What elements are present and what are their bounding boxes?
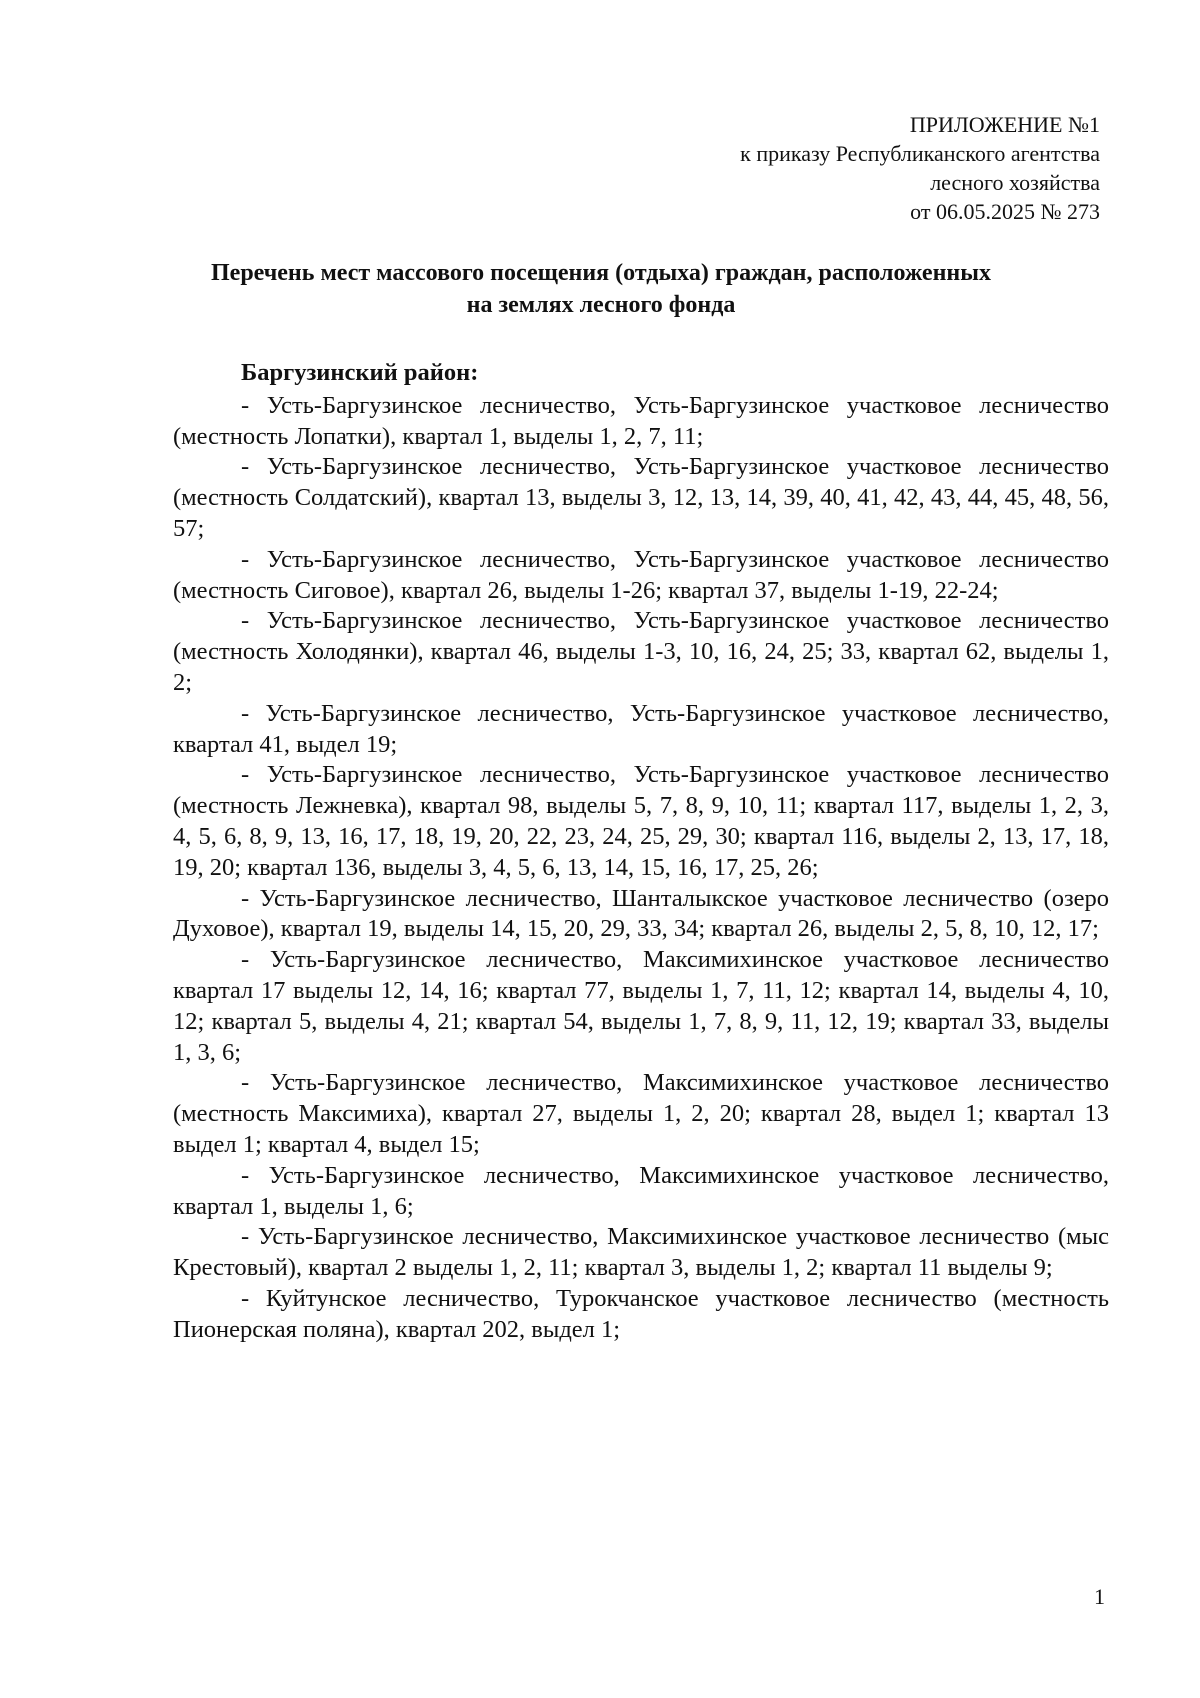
list-item: - Усть-Баргузинское лесничество, Усть-Баргузинское участковое лесничество, квартал 41, выдел 19;	[173, 699, 1109, 758]
appendix-agency: лесного хозяйства	[930, 170, 1100, 195]
document-title-line-2: на землях лесного фонда	[466, 292, 736, 318]
list-item: - Куйтунское лесничество, Турокчанское участковое лесничество (местность Пионерская поляна), квартал 202, выдел 1;	[173, 1284, 1109, 1343]
document-title	[120, 257, 1082, 321]
appendix-label: ПРИЛОЖЕНИЕ №1	[909, 112, 1100, 137]
list-item: - Усть-Баргузинское лесничество, Усть-Баргузинское участковое лесничество (местность Холодянки), квартал 46, выделы 1-3, 10, 16, 24, 25; 33, квартал 62, выделы 1, 2;	[173, 607, 1109, 696]
list-item: - Усть-Баргузинское лесничество, Усть-Баргузинское участковое лесничество (местность Лежневка), квартал 98, выделы 5, 7, 8, 9, 10, 11; квартал 117, выделы 1, 2, 3, 4, 5, 6, 8, 9, 13, 16, 17, 18, 19, 20, 22, 23, 24, 25, 29, 30; квартал 116, выделы 2, 13, 17, 18, 19, 20; квартал 136, выделы 3, 4, 5, 6, 13, 14, 15, 16, 17, 25, 26;	[173, 761, 1109, 881]
list-item: - Усть-Баргузинское лесничество, Максимихинское участковое лесничество, квартал 1, выделы 1, 6;	[173, 1161, 1109, 1220]
appendix-header	[740, 110, 1100, 226]
list-item: - Усть-Баргузинское лесничество, Шанталыкское участковое лесничество (озеро Духовое), квартал 19, выделы 14, 15, 20, 29, 33, 34; квартал 26, выделы 2, 5, 8, 10, 12, 17;	[173, 884, 1109, 943]
list-item: - Усть-Баргузинское лесничество, Усть-Баргузинское участковое лесничество (местность Солдатский), квартал 13, выделы 3, 12, 13, 14, 39, 40, 41, 42, 43, 44, 45, 48, 56, 57;	[173, 453, 1109, 542]
district-heading: Баргузинский район:	[241, 359, 479, 386]
page-number: 1	[1094, 1584, 1105, 1609]
list-item: - Усть-Баргузинское лесничество, Максимихинское участковое лесничество квартал 17 выделы 12, 14, 16; квартал 77, выделы 1, 7, 11, 12; квартал 14, выделы 4, 10, 12; квартал 5, выделы 4, 21; квартал 54, выделы 1, 7, 8, 9, 11, 12, 19; квартал 33, выделы 1, 3, 6;	[173, 946, 1109, 1066]
document-title-line-1: Перечень мест массового посещения (отдыха) граждан, расположенных	[211, 260, 991, 286]
list-item: - Усть-Баргузинское лесничество, Усть-Баргузинское участковое лесничество (местность Лопатки), квартал 1, выделы 1, 2, 7, 11;	[173, 391, 1109, 450]
list-item: - Усть-Баргузинское лесничество, Усть-Баргузинское участковое лесничество (местность Сиговое), квартал 26, выделы 1-26; квартал 37, выделы 1-19, 22-24;	[173, 545, 1109, 604]
appendix-order-ref: к приказу Республиканского агентства	[740, 141, 1100, 166]
appendix-date-number: от 06.05.2025 № 273	[910, 199, 1100, 224]
district-list	[173, 358, 1109, 1346]
list-item: - Усть-Баргузинское лесничество, Максимихинское участковое лесничество (местность Максимиха), квартал 27, выделы 1, 2, 20; квартал 28, выдел 1; квартал 13 выдел 1; квартал 4, выдел 15;	[173, 1069, 1109, 1158]
list-item: - Усть-Баргузинское лесничество, Максимихинское участковое лесничество (мыс Крестовый), квартал 2 выделы 1, 2, 11; квартал 3, выделы 1, 2; квартал 11 выделы 9;	[173, 1223, 1109, 1282]
